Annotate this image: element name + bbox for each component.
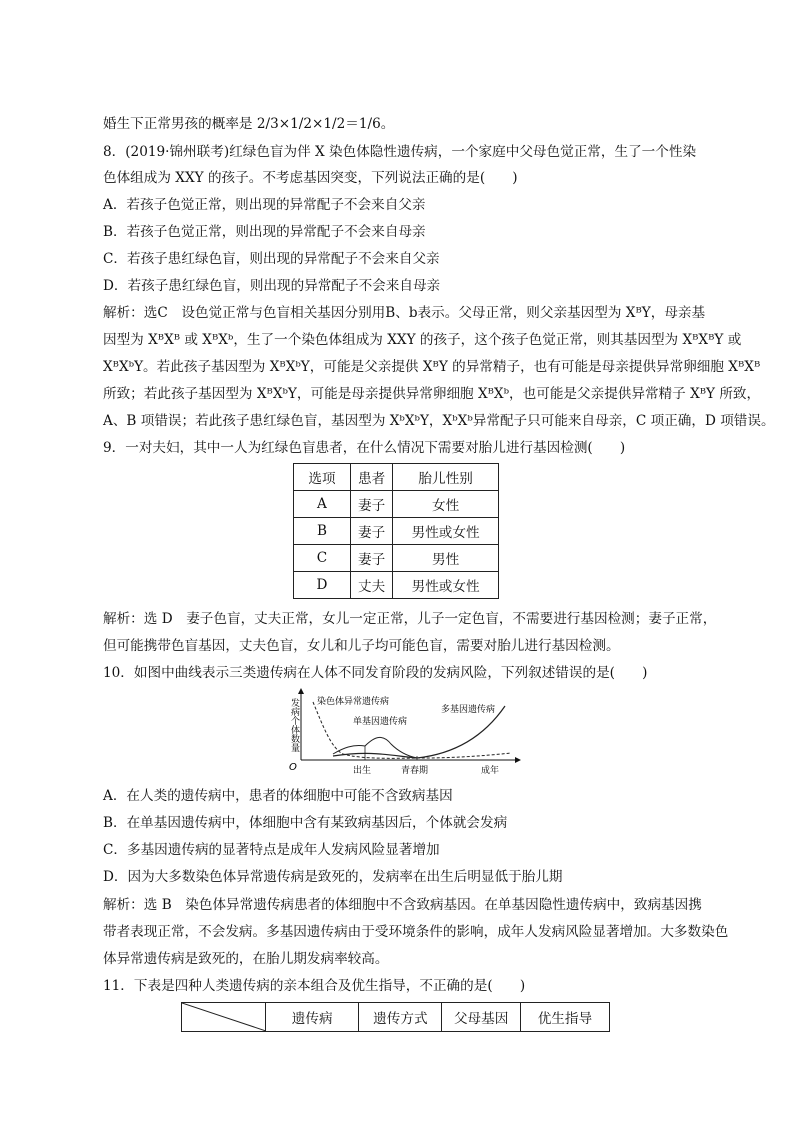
- question-8-stem: 8．(2019·锦州联考)红绿色盲为伴 X 染色体隐性遗传病，一个家庭中父母色觉正常，生了一个性染: [103, 144, 697, 160]
- table-cell: B: [294, 518, 351, 545]
- table-cell: 丈夫: [350, 572, 392, 599]
- question-10-option-d: D．因为大多数染色体异常遗传病是致死的，发病率在出生后明显低于胎儿期: [103, 869, 563, 885]
- diagonal-line: [182, 1003, 266, 1031]
- table-cell: 女性: [393, 491, 499, 518]
- table-header-row: [294, 464, 499, 491]
- question-9-stem: 9．一对夫妇，其中一人为红绿色盲患者，在什么情况下需要对胎儿进行基因检测( ): [103, 440, 626, 456]
- question-8-option-b: B．若孩子色觉正常，则出现的异常配子不会来自母亲: [103, 224, 426, 240]
- y-axis-label: 发病个体数量: [289, 698, 299, 752]
- answer-10-line-3: 体异常遗传病是致死的，在胎儿期发病率较高。: [103, 951, 389, 967]
- table-header-cell: 遗传方式: [359, 1003, 442, 1032]
- table-cell: 妻子: [350, 491, 392, 518]
- table-header-cell: 遗传病: [266, 1003, 359, 1032]
- x-tick-birth: 出生: [353, 766, 372, 776]
- x-tick-puberty: 青春期: [401, 766, 429, 776]
- answer-8-line-3: XᴮXᵇY。若此孩子基因型为 XᴮXᵇY，可能是父亲提供 XᴮY 的异常精子，也有可能是母亲提供异常卵细胞 XᴮXᴮ: [103, 359, 761, 375]
- question-8-option-c: C．若孩子患红绿色盲，则出现的异常配子不会来自父亲: [103, 251, 440, 267]
- table-cell: 妻子: [350, 545, 392, 572]
- table-cell: 妻子: [350, 518, 392, 545]
- single-gene-disease-label: 单基因遗传病: [353, 717, 408, 727]
- question-10-option-a: A．在人类的遗传病中，患者的体细胞中可能不含致病基因: [103, 788, 453, 804]
- table-cell: D: [294, 572, 351, 599]
- table-header-row: [182, 1003, 610, 1032]
- table-cell: A: [294, 491, 351, 518]
- table-header-cell: 患者: [350, 464, 392, 491]
- question-10-option-b: B．在单基因遗传病中，体细胞中含有某致病基因后，个体就会发病: [103, 815, 508, 831]
- question-8-option-d: D．若孩子患红绿色盲，则出现的异常配子不会来自母亲: [103, 278, 441, 294]
- question-8-option-a: A．若孩子色觉正常，则出现的异常配子不会来自父亲: [103, 197, 426, 213]
- question-9-table: [293, 463, 499, 599]
- answer-10-line-2: 带者表现正常，不会发病。多基因遗传病由于受环境条件的影响，成年人发病风险显著增加。大多数染色: [103, 924, 729, 940]
- table-row: [294, 518, 499, 545]
- answer-10-line-1: 解析：选 B 染色体异常遗传病患者的体细胞中不含致病基因。在单基因隐性遗传病中，致病基因携: [103, 897, 702, 913]
- disease-risk-figure: [283, 686, 523, 778]
- question-8-stem-cont: 色体组成为 XXY 的孩子。不考虑基因突变，下列说法正确的是( ): [103, 170, 518, 186]
- table-header-cell: 父母基因: [442, 1003, 520, 1032]
- table-cell: 男性或女性: [393, 518, 499, 545]
- answer-8-line-1: 解析：选C 设色觉正常与色盲相关基因分别用B、b表示。父母正常，则父亲基因型为 XᴮY，母亲基: [103, 305, 706, 321]
- table-row: [294, 491, 499, 518]
- text-line: 婚生下正常男孩的概率是 2/3×1/2×1/2＝1/6。: [103, 116, 395, 132]
- table-cell: 男性或女性: [393, 572, 499, 599]
- answer-9-line-2: 但可能携带色盲基因，丈夫色盲，女儿和儿子均可能色盲，需要对胎儿进行基因检测。: [103, 638, 620, 654]
- answer-8-line-5: A、B 项错误；若此孩子患红绿色盲，基因型为 XᵇXᵇY，XᵇXᵇ异常配子只可能来自母亲，C 项正确，D 项错误。: [103, 413, 775, 429]
- table-header-cell: 胎儿性别: [393, 464, 499, 491]
- table-cell: 男性: [393, 545, 499, 572]
- answer-8-line-2: 因型为 XᴮXᴮ 或 XᴮXᵇ，生了一个染色体组成为 XXY 的孩子，这个孩子色觉正常，则其基因型为 XᴮXᴮY 或: [103, 332, 742, 348]
- question-10-stem: 10．如图中曲线表示三类遗传病在人体不同发育阶段的发病风险，下列叙述错误的是( ): [103, 665, 648, 681]
- y-axis-arrow: [298, 688, 304, 694]
- table-cell: C: [294, 545, 351, 572]
- answer-9-line-1: 解析：选 D 妻子色盲，丈夫正常，女儿一定正常，儿子一定色盲，不需要进行基因检测；妻子正常，: [103, 611, 717, 627]
- table-header-cell: 优生指导: [520, 1003, 609, 1032]
- question-11-stem: 11．下表是四种人类遗传病的亲本组合及优生指导，不正确的是( ): [103, 978, 526, 994]
- table-header-cell: 选项: [294, 464, 351, 491]
- diagonal-header-cell: [182, 1003, 266, 1032]
- question-10-option-c: C．多基因遗传病的显著特点是成年人发病风险显著增加: [103, 842, 440, 858]
- table-row: [294, 572, 499, 599]
- x-axis-arrow: [515, 757, 521, 763]
- answer-8-line-4: 所致；若此孩子基因型为 XᴮXᵇY，可能是母亲提供异常卵细胞 XᴮXᵇ，也可能是父亲提供异常精子 XᴮY 所致，: [103, 386, 761, 402]
- origin-label: O: [289, 762, 297, 773]
- question-11-table: [181, 1002, 610, 1032]
- table-row: [294, 545, 499, 572]
- x-tick-adult: 成年: [481, 766, 500, 776]
- multi-gene-disease-label: 多基因遗传病: [441, 705, 496, 715]
- chromosome-disease-label: 染色体异常遗传病: [317, 697, 390, 707]
